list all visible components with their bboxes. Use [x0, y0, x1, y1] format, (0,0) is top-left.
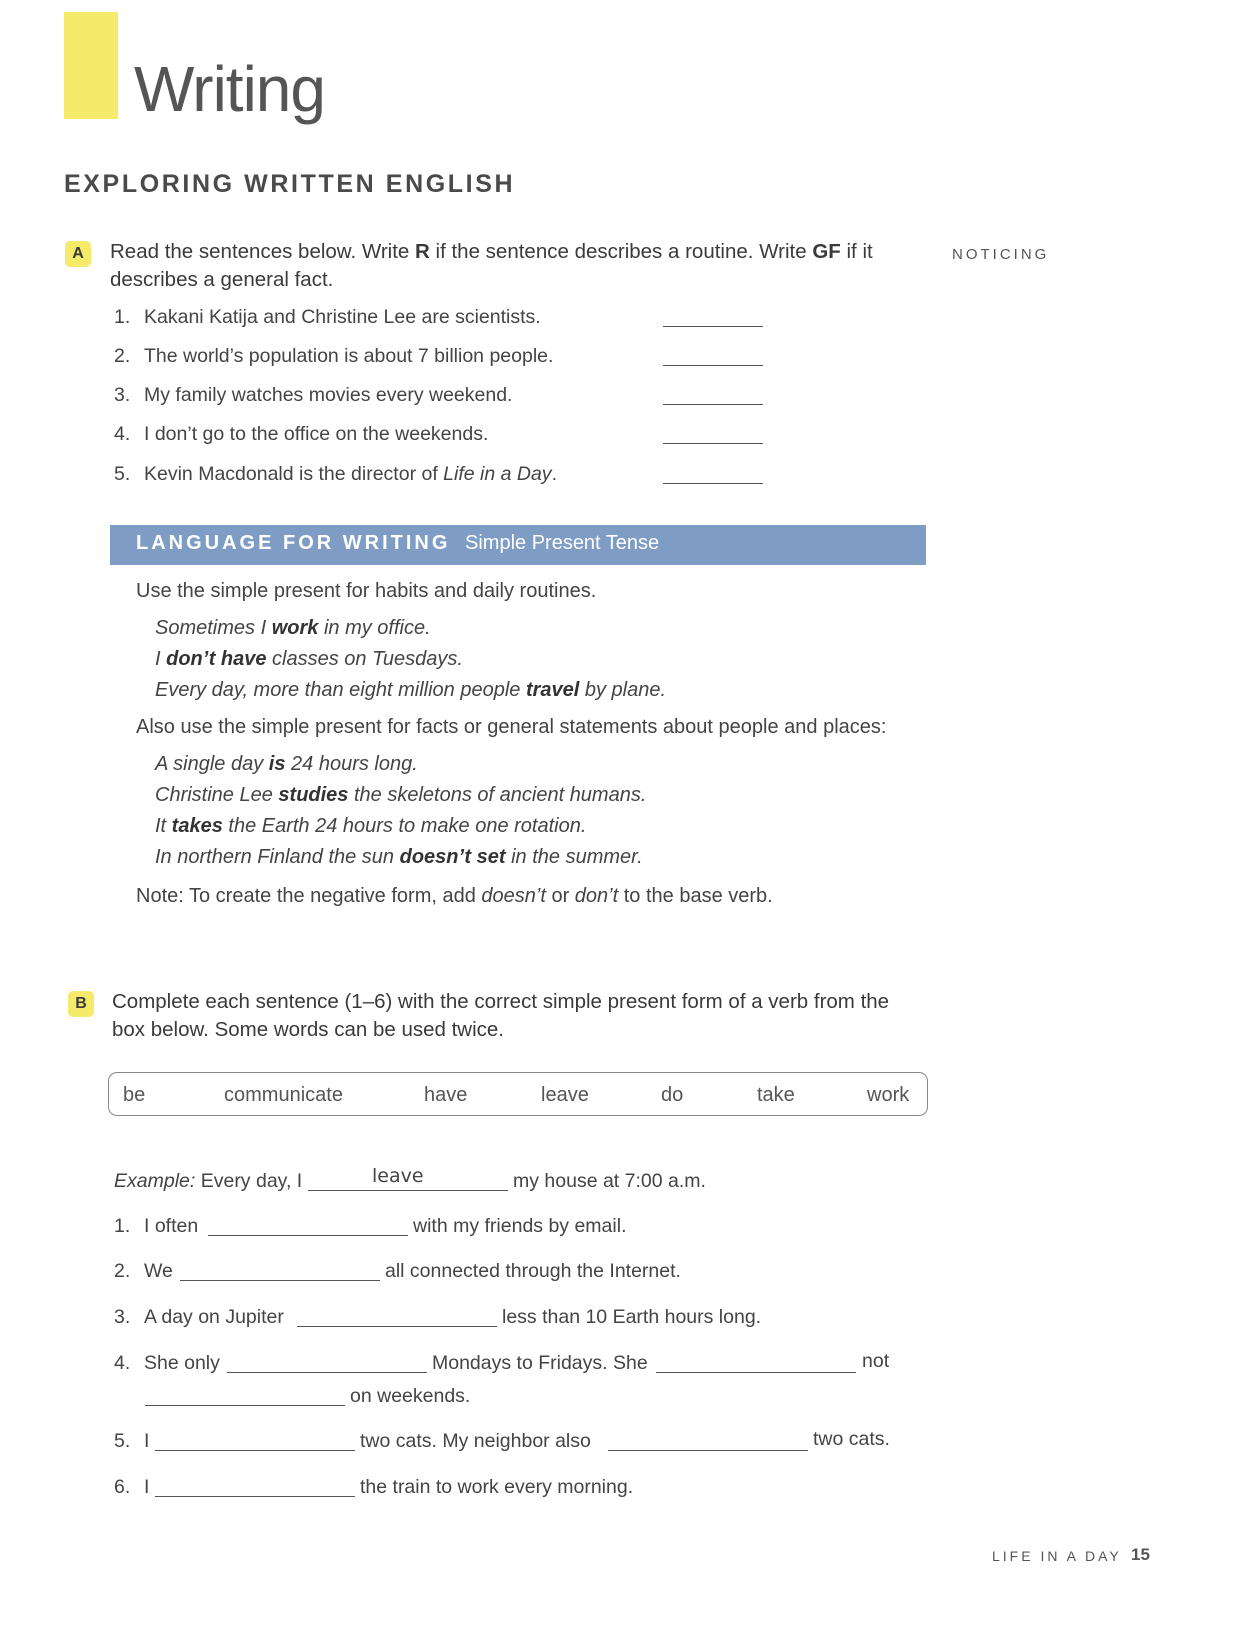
ex-bold: studies [278, 784, 349, 806]
word-box-item: have [424, 1084, 468, 1106]
item-number: 5. [114, 1430, 131, 1452]
list-item [114, 1215, 198, 1238]
example-sentence [155, 648, 463, 671]
ex-bold: travel [525, 679, 580, 701]
language-paragraph-2: Also use the simple present for facts or general statements about people and places: [136, 716, 887, 738]
word-box-item: be [123, 1084, 146, 1106]
item-text: Mondays to Fridays. She [432, 1352, 648, 1374]
language-box-subtitle: Simple Present Tense [465, 532, 660, 554]
exercise-a-instructions [110, 238, 910, 294]
item-text: . [551, 463, 557, 485]
ex-text: the skeletons of ancient humans. [348, 784, 647, 806]
ex-text: in my office. [318, 617, 431, 639]
item-text: the train to work every morning. [360, 1476, 634, 1498]
ex-bold: don’t have [166, 648, 267, 670]
answer-blank[interactable] [663, 404, 763, 405]
example-line [114, 1170, 302, 1193]
item-text: I often [144, 1215, 199, 1237]
item-text: My family watches movies every weekend. [144, 384, 513, 406]
example-sentence [155, 815, 586, 838]
item-text: She only [144, 1352, 220, 1374]
item-text: A day on Jupiter [144, 1306, 284, 1328]
example-text: Every day, I [195, 1170, 303, 1192]
answer-blank[interactable] [297, 1326, 497, 1327]
section-title: EXPLORING WRITTEN ENGLISH [64, 170, 516, 198]
example-answer: leave [372, 1165, 424, 1187]
exercise-b-instructions [112, 988, 932, 1044]
word-box-item: communicate [224, 1084, 343, 1106]
item-text: on weekends. [350, 1385, 471, 1407]
ex-text: In northern Finland the sun [155, 846, 400, 868]
item-number: 3. [114, 384, 131, 406]
page-number: 15 [1131, 1545, 1150, 1564]
list-item [114, 1476, 149, 1499]
word-box-item: take [757, 1084, 795, 1106]
instr-r: R [415, 240, 430, 263]
list-item [114, 1430, 149, 1453]
answer-blank[interactable] [155, 1496, 355, 1497]
note-text: Note: To create the negative form, add [136, 885, 482, 907]
instr-text: describes a general fact. [110, 268, 334, 291]
ex-text: It [155, 815, 172, 837]
ex-text: the Earth 24 hours to make one rotation. [222, 815, 587, 837]
item-text: We [144, 1260, 173, 1282]
item-number: 2. [114, 345, 131, 367]
note-italic: don’t [574, 885, 619, 907]
word-box-item: do [661, 1084, 684, 1106]
exercise-a-badge: A [65, 241, 91, 267]
language-note [136, 885, 773, 908]
header-accent-bar [64, 12, 118, 119]
item-number: 6. [114, 1476, 131, 1498]
example-text: my house at 7:00 a.m. [513, 1170, 706, 1192]
note-text: or [545, 885, 575, 907]
item-italic: Life in a Day [443, 463, 552, 485]
ex-text: 24 hours long. [285, 753, 418, 775]
note-text: to the base verb. [618, 885, 773, 907]
answer-blank[interactable] [308, 1190, 508, 1191]
item-text: all connected through the Internet. [385, 1260, 681, 1282]
list-item [114, 423, 488, 446]
ex-bold: work [271, 617, 319, 639]
ex-text: by plane. [579, 679, 667, 701]
language-paragraph-1: Use the simple present for habits and daily routines. [136, 580, 597, 602]
item-text: not [862, 1350, 890, 1372]
ex-text: classes on Tuesdays. [266, 648, 463, 670]
answer-blank[interactable] [663, 326, 763, 327]
instr-text: Complete each sentence (1–6) with the correct simple present form of a verb from the [112, 990, 890, 1013]
footer-unit-label: LIFE IN A DAY [992, 1548, 1122, 1564]
ex-bold: doesn’t set [399, 846, 506, 868]
ex-text: Sometimes I [155, 617, 272, 639]
list-item [114, 1352, 220, 1375]
instr-text: box below. Some words can be used twice. [112, 1018, 504, 1041]
ex-text: Christine Lee [155, 784, 279, 806]
answer-blank[interactable] [608, 1450, 808, 1451]
example-sentence [155, 784, 646, 807]
list-item [114, 1306, 284, 1329]
side-label-noticing: NOTICING [952, 246, 1050, 263]
item-text: with my friends by email. [413, 1215, 627, 1237]
item-text: The world’s population is about 7 billion people. [144, 345, 554, 367]
instr-text: if the sentence describes a routine. Write [429, 240, 813, 263]
list-item [114, 306, 541, 329]
item-text: Kakani Katija and Christine Lee are scientists. [144, 306, 541, 328]
answer-blank[interactable] [155, 1450, 355, 1451]
item-text: less than 10 Earth hours long. [502, 1306, 762, 1328]
ex-text: in the summer. [505, 846, 643, 868]
list-item [114, 345, 553, 368]
word-box-item: work [867, 1084, 910, 1106]
answer-blank[interactable] [208, 1235, 408, 1236]
item-number: 2. [114, 1260, 131, 1282]
example-sentence [155, 679, 666, 702]
example-sentence [155, 617, 431, 640]
page-title: Writing [134, 53, 325, 125]
item-number: 1. [114, 306, 131, 328]
word-box-item: leave [541, 1084, 589, 1106]
item-text: I [144, 1476, 150, 1498]
instr-text: Read the sentences below. Write [110, 240, 416, 263]
item-text: I [144, 1430, 150, 1452]
answer-blank[interactable] [656, 1372, 856, 1373]
ex-text: I [155, 648, 167, 670]
list-item [114, 384, 512, 407]
ex-text: Every day, more than eight million people [155, 679, 526, 701]
item-text: two cats. My neighbor also [360, 1430, 591, 1452]
item-number: 4. [114, 423, 131, 445]
language-box-title: LANGUAGE FOR WRITING [136, 532, 451, 554]
answer-blank[interactable] [663, 483, 763, 484]
item-number: 5. [114, 463, 131, 485]
list-item [114, 1260, 173, 1283]
exercise-b-badge: B [68, 991, 94, 1017]
answer-blank[interactable] [663, 365, 763, 366]
item-text: two cats. [813, 1428, 890, 1450]
ex-bold: is [268, 753, 286, 775]
ex-text: A single day [155, 753, 269, 775]
answer-blank[interactable] [180, 1280, 380, 1281]
instr-gf: GF [812, 240, 841, 263]
item-text: Kevin Macdonald is the director of [144, 463, 444, 485]
item-number: 1. [114, 1215, 131, 1237]
item-text: I don’t go to the office on the weekends. [144, 423, 489, 445]
note-italic: doesn’t [481, 885, 546, 907]
example-label: Example: [114, 1170, 196, 1192]
ex-bold: takes [171, 815, 223, 837]
example-sentence [155, 753, 418, 776]
list-item [114, 463, 557, 486]
example-sentence [155, 846, 643, 869]
answer-blank[interactable] [663, 443, 763, 444]
instr-text: if it [840, 240, 873, 263]
item-number: 3. [114, 1306, 131, 1328]
item-number: 4. [114, 1352, 131, 1374]
answer-blank[interactable] [227, 1372, 427, 1373]
answer-blank[interactable] [145, 1405, 345, 1406]
